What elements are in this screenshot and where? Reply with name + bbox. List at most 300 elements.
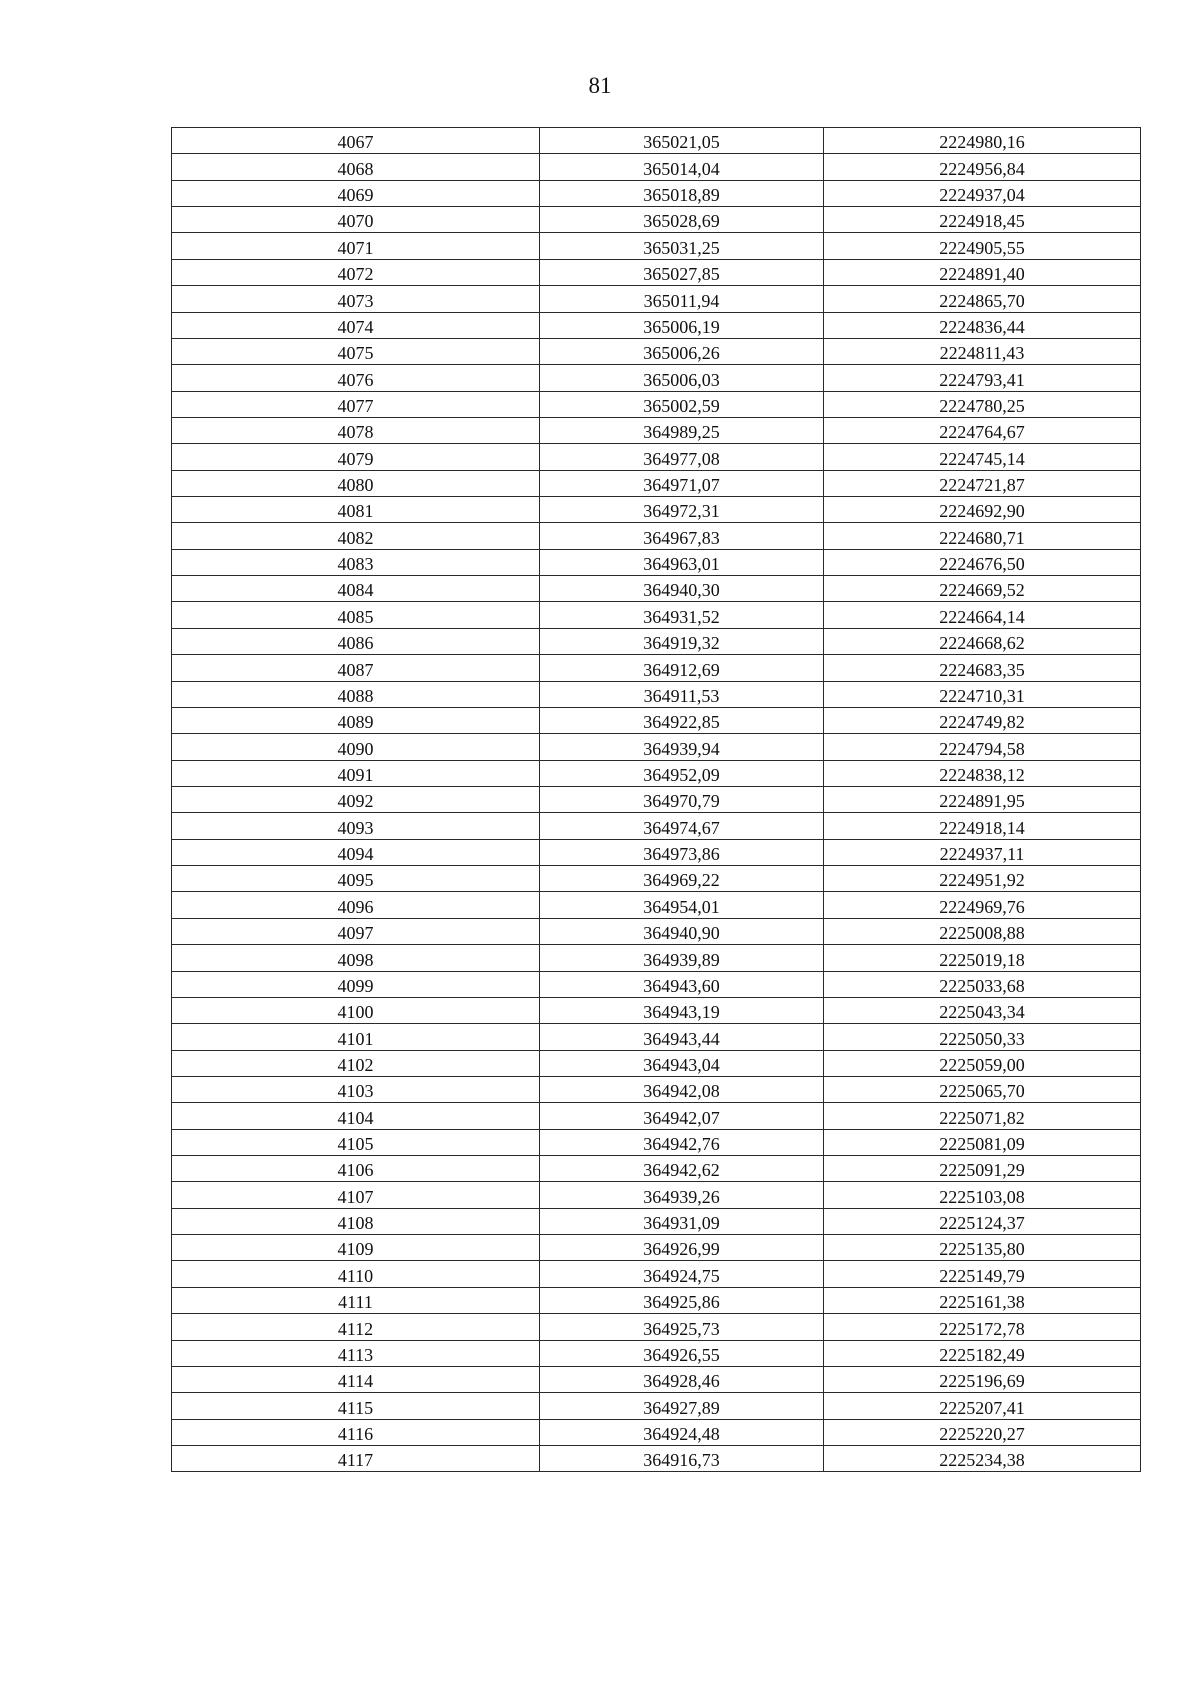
table-row	[172, 338, 1141, 364]
table-row	[172, 786, 1141, 812]
cell-text: 2225149,79	[939, 1265, 1025, 1286]
cell-text: 2225043,34	[939, 1002, 1025, 1023]
point-number-cell	[172, 997, 540, 1023]
y-coordinate-cell	[824, 786, 1141, 812]
point-number-cell	[172, 1261, 540, 1287]
x-coordinate-cell	[540, 866, 824, 892]
x-coordinate-cell	[540, 1050, 824, 1076]
y-coordinate-cell	[824, 839, 1141, 865]
cell-text: 2225207,41	[939, 1397, 1025, 1418]
y-coordinate-cell	[824, 1050, 1141, 1076]
cell-text: 365014,04	[643, 158, 720, 179]
y-coordinate-cell	[824, 628, 1141, 654]
point-number-cell	[172, 707, 540, 733]
x-coordinate-cell	[540, 233, 824, 259]
y-coordinate-cell	[824, 1393, 1141, 1419]
cell-text: 4103	[337, 1081, 374, 1102]
cell-text: 4106	[337, 1160, 374, 1181]
cell-text: 2224793,41	[939, 369, 1025, 390]
y-coordinate-cell	[824, 655, 1141, 681]
cell-text: 364942,07	[643, 1107, 720, 1128]
cell-text: 4114	[337, 1371, 374, 1392]
x-coordinate-cell	[540, 681, 824, 707]
y-coordinate-cell	[824, 707, 1141, 733]
cell-text: 4094	[337, 844, 374, 865]
point-number-cell	[172, 1129, 540, 1155]
x-coordinate-cell	[540, 1340, 824, 1366]
x-coordinate-cell	[540, 259, 824, 285]
cell-text: 2225124,37	[939, 1213, 1025, 1234]
table-row	[172, 1208, 1141, 1234]
table-row	[172, 997, 1141, 1023]
y-coordinate-cell	[824, 997, 1141, 1023]
coordinates-table	[171, 127, 1141, 1472]
cell-text: 4074	[337, 316, 374, 337]
point-number-cell	[172, 734, 540, 760]
x-coordinate-cell	[540, 154, 824, 180]
cell-text: 2225008,88	[939, 923, 1025, 944]
table-row	[172, 839, 1141, 865]
point-number-cell	[172, 1208, 540, 1234]
cell-text: 2224669,52	[939, 580, 1025, 601]
cell-text: 4078	[337, 422, 374, 443]
cell-text: 4087	[337, 659, 374, 680]
x-coordinate-cell	[540, 128, 824, 154]
cell-text: 2224780,25	[939, 395, 1025, 416]
y-coordinate-cell	[824, 497, 1141, 523]
cell-text: 364919,32	[643, 633, 720, 654]
table-row	[172, 813, 1141, 839]
point-number-cell	[172, 1182, 540, 1208]
cell-text: 4073	[337, 290, 374, 311]
y-coordinate-cell	[824, 233, 1141, 259]
cell-text: 2224918,14	[939, 817, 1025, 838]
cell-text: 2224918,45	[939, 211, 1025, 232]
table-row	[172, 602, 1141, 628]
cell-text: 2224764,67	[939, 422, 1025, 443]
cell-text: 4091	[337, 764, 374, 785]
cell-text: 364924,75	[643, 1265, 720, 1286]
cell-text: 4088	[337, 685, 374, 706]
cell-text: 2225161,38	[939, 1292, 1025, 1313]
cell-text: 2224838,12	[939, 764, 1025, 785]
cell-text: 364973,86	[643, 844, 720, 865]
cell-text: 364943,60	[643, 975, 720, 996]
cell-text: 4084	[337, 580, 374, 601]
table-row	[172, 918, 1141, 944]
x-coordinate-cell	[540, 1024, 824, 1050]
cell-text: 2225182,49	[939, 1344, 1025, 1365]
table-row	[172, 1050, 1141, 1076]
x-coordinate-cell	[540, 312, 824, 338]
cell-text: 4075	[337, 343, 374, 364]
x-coordinate-cell	[540, 1314, 824, 1340]
cell-text: 364969,22	[643, 870, 720, 891]
table-row	[172, 760, 1141, 786]
cell-text: 364916,73	[643, 1450, 720, 1471]
cell-text: 4101	[337, 1028, 374, 1049]
cell-text: 364924,48	[643, 1423, 720, 1444]
x-coordinate-cell	[540, 813, 824, 839]
cell-text: 4090	[337, 738, 374, 759]
table-row	[172, 1393, 1141, 1419]
y-coordinate-cell	[824, 523, 1141, 549]
table-row	[172, 1314, 1141, 1340]
point-number-cell	[172, 1366, 540, 1392]
table-row	[172, 1287, 1141, 1313]
cell-text: 364970,79	[643, 791, 720, 812]
x-coordinate-cell	[540, 1261, 824, 1287]
table-row	[172, 470, 1141, 496]
cell-text: 364939,26	[643, 1186, 720, 1207]
x-coordinate-cell	[540, 1182, 824, 1208]
x-coordinate-cell	[540, 417, 824, 443]
cell-text: 4067	[337, 132, 374, 153]
point-number-cell	[172, 813, 540, 839]
cell-text: 2225220,27	[939, 1423, 1025, 1444]
x-coordinate-cell	[540, 1129, 824, 1155]
y-coordinate-cell	[824, 128, 1141, 154]
x-coordinate-cell	[540, 1103, 824, 1129]
point-number-cell	[172, 681, 540, 707]
table-row	[172, 259, 1141, 285]
table-row	[172, 286, 1141, 312]
point-number-cell	[172, 233, 540, 259]
cell-text: 364942,76	[643, 1134, 720, 1155]
point-number-cell	[172, 259, 540, 285]
table-row	[172, 707, 1141, 733]
table-row	[172, 417, 1141, 443]
cell-text: 4105	[337, 1134, 374, 1155]
cell-text: 364977,08	[643, 448, 720, 469]
y-coordinate-cell	[824, 312, 1141, 338]
cell-text: 365006,26	[643, 343, 720, 364]
point-number-cell	[172, 207, 540, 233]
point-number-cell	[172, 1445, 540, 1471]
cell-text: 2225234,38	[939, 1450, 1025, 1471]
y-coordinate-cell	[824, 154, 1141, 180]
x-coordinate-cell	[540, 523, 824, 549]
y-coordinate-cell	[824, 576, 1141, 602]
x-coordinate-cell	[540, 180, 824, 206]
y-coordinate-cell	[824, 866, 1141, 892]
x-coordinate-cell	[540, 391, 824, 417]
table-row	[172, 655, 1141, 681]
cell-text: 364940,30	[643, 580, 720, 601]
table-row	[172, 576, 1141, 602]
y-coordinate-cell	[824, 1366, 1141, 1392]
y-coordinate-cell	[824, 1445, 1141, 1471]
point-number-cell	[172, 1314, 540, 1340]
table-row	[172, 628, 1141, 654]
point-number-cell	[172, 312, 540, 338]
cell-text: 2224836,44	[939, 316, 1025, 337]
point-number-cell	[172, 576, 540, 602]
table-row	[172, 233, 1141, 259]
cell-text: 2225059,00	[939, 1054, 1025, 1075]
cell-text: 365011,94	[643, 290, 720, 311]
cell-text: 4099	[337, 975, 374, 996]
cell-text: 4095	[337, 870, 374, 891]
table-row	[172, 523, 1141, 549]
cell-text: 2225103,08	[939, 1186, 1025, 1207]
point-number-cell	[172, 338, 540, 364]
cell-text: 4112	[337, 1318, 374, 1339]
x-coordinate-cell	[540, 892, 824, 918]
cell-text: 365006,19	[643, 316, 720, 337]
table-row	[172, 1182, 1141, 1208]
y-coordinate-cell	[824, 1129, 1141, 1155]
point-number-cell	[172, 128, 540, 154]
cell-text: 2225071,82	[939, 1107, 1025, 1128]
cell-text: 364943,19	[643, 1002, 720, 1023]
y-coordinate-cell	[824, 681, 1141, 707]
cell-text: 2224668,62	[939, 633, 1025, 654]
table-row	[172, 1261, 1141, 1287]
cell-text: 2224749,82	[939, 712, 1025, 733]
cell-text: 364967,83	[643, 527, 720, 548]
cell-text: 4109	[337, 1239, 374, 1260]
cell-text: 364942,08	[643, 1081, 720, 1102]
cell-text: 2224745,14	[939, 448, 1025, 469]
y-coordinate-cell	[824, 1182, 1141, 1208]
cell-text: 4069	[337, 185, 374, 206]
table-row	[172, 391, 1141, 417]
table-row	[172, 945, 1141, 971]
point-number-cell	[172, 1287, 540, 1313]
cell-text: 364939,89	[643, 949, 720, 970]
cell-text: 2224980,16	[939, 132, 1025, 153]
cell-text: 4092	[337, 791, 374, 812]
cell-text: 2224905,55	[939, 237, 1025, 258]
cell-text: 364939,94	[643, 738, 720, 759]
point-number-cell	[172, 839, 540, 865]
point-number-cell	[172, 1024, 540, 1050]
cell-text: 4085	[337, 606, 374, 627]
point-number-cell	[172, 1393, 540, 1419]
table-row	[172, 1366, 1141, 1392]
x-coordinate-cell	[540, 497, 824, 523]
x-coordinate-cell	[540, 655, 824, 681]
point-number-cell	[172, 918, 540, 944]
point-number-cell	[172, 154, 540, 180]
cell-text: 4100	[337, 1002, 374, 1023]
point-number-cell	[172, 628, 540, 654]
x-coordinate-cell	[540, 1366, 824, 1392]
cell-text: 2224664,14	[939, 606, 1025, 627]
y-coordinate-cell	[824, 365, 1141, 391]
y-coordinate-cell	[824, 470, 1141, 496]
cell-text: 4068	[337, 158, 374, 179]
cell-text: 4102	[337, 1054, 374, 1075]
y-coordinate-cell	[824, 892, 1141, 918]
cell-text: 4115	[337, 1397, 374, 1418]
x-coordinate-cell	[540, 1287, 824, 1313]
cell-text: 4107	[337, 1186, 374, 1207]
cell-text: 364940,90	[643, 923, 720, 944]
cell-text: 4098	[337, 949, 374, 970]
cell-text: 365027,85	[643, 264, 720, 285]
y-coordinate-cell	[824, 602, 1141, 628]
cell-text: 364912,69	[643, 659, 720, 680]
point-number-cell	[172, 1340, 540, 1366]
cell-text: 4117	[337, 1450, 374, 1471]
cell-text: 4108	[337, 1213, 374, 1234]
x-coordinate-cell	[540, 1445, 824, 1471]
x-coordinate-cell	[540, 602, 824, 628]
point-number-cell	[172, 1076, 540, 1102]
cell-text: 364925,73	[643, 1318, 720, 1339]
cell-text: 4111	[338, 1292, 373, 1313]
table-row	[172, 312, 1141, 338]
table-row	[172, 1445, 1141, 1471]
cell-text: 4116	[337, 1423, 374, 1444]
cell-text: 365002,59	[643, 395, 720, 416]
cell-text: 2225091,29	[939, 1160, 1025, 1181]
point-number-cell	[172, 655, 540, 681]
cell-text: 364925,86	[643, 1292, 720, 1313]
table-row	[172, 1129, 1141, 1155]
cell-text: 364942,62	[643, 1160, 720, 1181]
cell-text: 364926,99	[643, 1239, 720, 1260]
cell-text: 4097	[337, 923, 374, 944]
cell-text: 2225033,68	[939, 975, 1025, 996]
table-row	[172, 549, 1141, 575]
x-coordinate-cell	[540, 1419, 824, 1445]
point-number-cell	[172, 497, 540, 523]
y-coordinate-cell	[824, 813, 1141, 839]
y-coordinate-cell	[824, 207, 1141, 233]
cell-text: 2224692,90	[939, 501, 1025, 522]
cell-text: 365031,25	[643, 237, 720, 258]
cell-text: 4110	[337, 1265, 374, 1286]
x-coordinate-cell	[540, 1156, 824, 1182]
page-number: 81	[588, 73, 612, 98]
table-row	[172, 1103, 1141, 1129]
table-row	[172, 866, 1141, 892]
y-coordinate-cell	[824, 444, 1141, 470]
point-number-cell	[172, 180, 540, 206]
cell-text: 2225135,80	[939, 1239, 1025, 1260]
table-row	[172, 971, 1141, 997]
table-row	[172, 365, 1141, 391]
cell-text: 364943,04	[643, 1054, 720, 1075]
cell-text: 2224937,11	[939, 844, 1025, 865]
y-coordinate-cell	[824, 760, 1141, 786]
point-number-cell	[172, 417, 540, 443]
x-coordinate-cell	[540, 365, 824, 391]
cell-text: 364971,07	[643, 475, 720, 496]
cell-text: 365028,69	[643, 211, 720, 232]
x-coordinate-cell	[540, 971, 824, 997]
cell-text: 364952,09	[643, 764, 720, 785]
x-coordinate-cell	[540, 1208, 824, 1234]
cell-text: 2224951,92	[939, 870, 1025, 891]
point-number-cell	[172, 1103, 540, 1129]
point-number-cell	[172, 391, 540, 417]
x-coordinate-cell	[540, 1393, 824, 1419]
x-coordinate-cell	[540, 760, 824, 786]
cell-text: 4096	[337, 896, 374, 917]
cell-text: 2225196,69	[939, 1371, 1025, 1392]
y-coordinate-cell	[824, 391, 1141, 417]
cell-text: 4081	[337, 501, 374, 522]
cell-text: 4072	[337, 264, 374, 285]
y-coordinate-cell	[824, 1024, 1141, 1050]
y-coordinate-cell	[824, 1076, 1141, 1102]
cell-text: 364974,67	[643, 817, 720, 838]
table-row	[172, 154, 1141, 180]
y-coordinate-cell	[824, 417, 1141, 443]
cell-text: 364931,52	[643, 606, 720, 627]
cell-text: 2225050,33	[939, 1028, 1025, 1049]
cell-text: 4071	[337, 237, 374, 258]
x-coordinate-cell	[540, 286, 824, 312]
cell-text: 365021,05	[643, 132, 720, 153]
y-coordinate-cell	[824, 1103, 1141, 1129]
table-row	[172, 444, 1141, 470]
table-row	[172, 1340, 1141, 1366]
table-row	[172, 128, 1141, 154]
cell-text: 364911,53	[643, 685, 720, 706]
point-number-cell	[172, 786, 540, 812]
point-number-cell	[172, 1419, 540, 1445]
y-coordinate-cell	[824, 971, 1141, 997]
cell-text: 2224937,04	[939, 185, 1025, 206]
cell-text: 4079	[337, 448, 374, 469]
table-row	[172, 892, 1141, 918]
point-number-cell	[172, 286, 540, 312]
table-row	[172, 734, 1141, 760]
cell-text: 2224710,31	[939, 685, 1025, 706]
y-coordinate-cell	[824, 918, 1141, 944]
point-number-cell	[172, 1235, 540, 1261]
point-number-cell	[172, 892, 540, 918]
x-coordinate-cell	[540, 945, 824, 971]
x-coordinate-cell	[540, 786, 824, 812]
table-row	[172, 1419, 1141, 1445]
x-coordinate-cell	[540, 338, 824, 364]
y-coordinate-cell	[824, 945, 1141, 971]
point-number-cell	[172, 1050, 540, 1076]
cell-text: 4080	[337, 475, 374, 496]
cell-text: 364972,31	[643, 501, 720, 522]
table-row	[172, 681, 1141, 707]
cell-text: 2225172,78	[939, 1318, 1025, 1339]
y-coordinate-cell	[824, 338, 1141, 364]
cell-text: 364943,44	[643, 1028, 720, 1049]
cell-text: 4086	[337, 633, 374, 654]
cell-text: 2224891,40	[939, 264, 1025, 285]
point-number-cell	[172, 365, 540, 391]
x-coordinate-cell	[540, 207, 824, 233]
table-row	[172, 207, 1141, 233]
y-coordinate-cell	[824, 1340, 1141, 1366]
y-coordinate-cell	[824, 1287, 1141, 1313]
cell-text: 365018,89	[643, 185, 720, 206]
cell-text: 2224683,35	[939, 659, 1025, 680]
cell-text: 2224676,50	[939, 554, 1025, 575]
cell-text: 2224794,58	[939, 738, 1025, 759]
cell-text: 2224956,84	[939, 158, 1025, 179]
point-number-cell	[172, 945, 540, 971]
y-coordinate-cell	[824, 1235, 1141, 1261]
cell-text: 4082	[337, 527, 374, 548]
x-coordinate-cell	[540, 1235, 824, 1261]
table-row	[172, 1024, 1141, 1050]
cell-text: 4070	[337, 211, 374, 232]
cell-text: 2224865,70	[939, 290, 1025, 311]
